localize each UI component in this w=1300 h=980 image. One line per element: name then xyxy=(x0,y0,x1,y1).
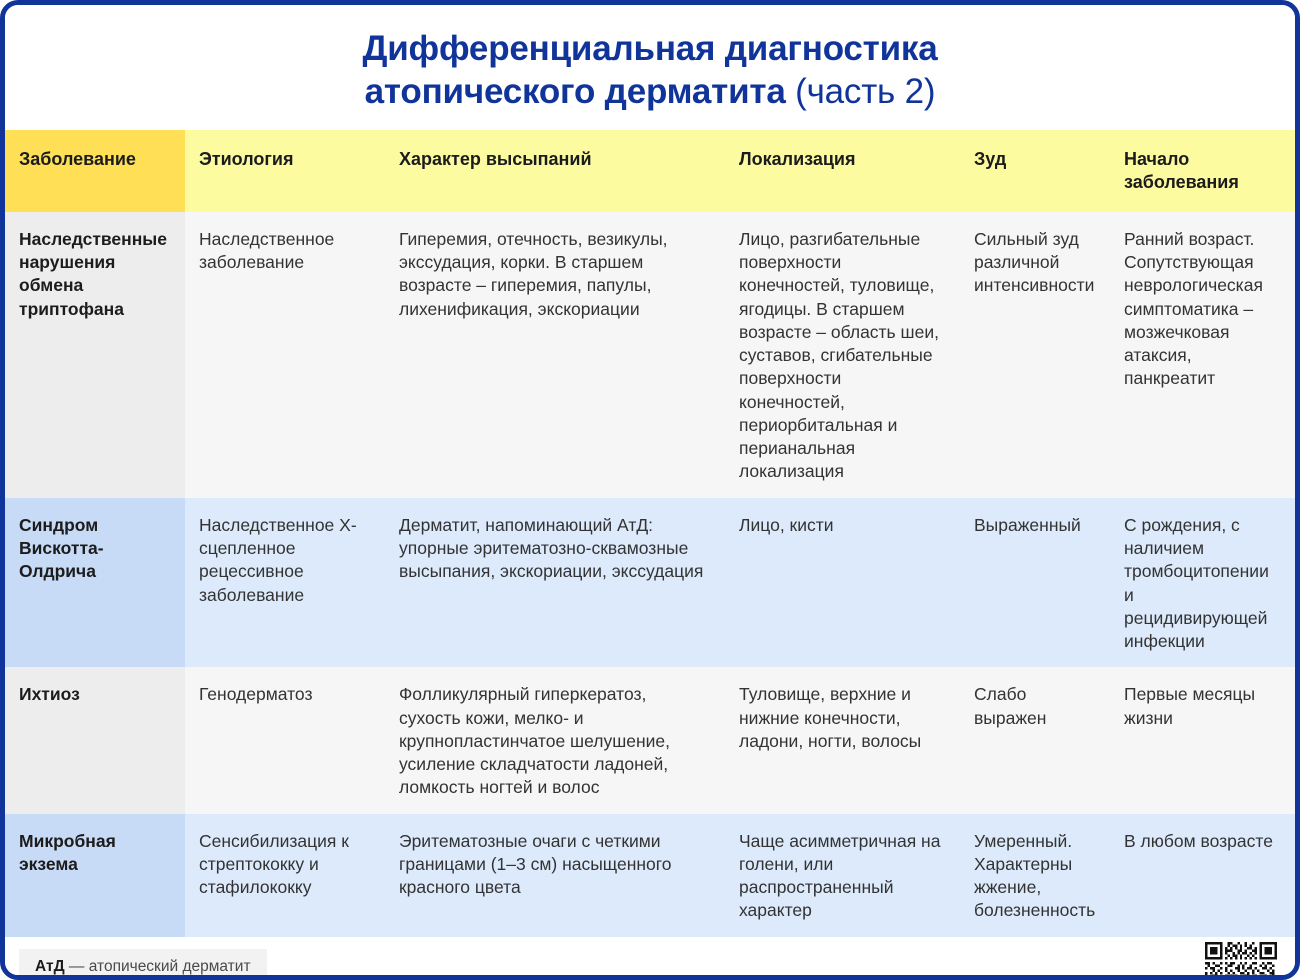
comparison-table xyxy=(5,130,1295,937)
cell-localization: Чаще асимметричная на голени, или распространенный характер xyxy=(725,814,960,937)
cell-rash: Дерматит, напоминающий АтД: упорные эритематозно-сквамозные высыпания, экскориации, экссудация xyxy=(385,498,725,668)
column-header-localization: Локализация xyxy=(725,130,960,212)
cell-etiology: Наследственное заболевание xyxy=(185,212,385,498)
cell-disease: Синдром Вискотта-Олдрича xyxy=(5,498,185,668)
cell-itch: Слабо выражен xyxy=(960,667,1110,813)
cell-etiology: Генодерматоз xyxy=(185,667,385,813)
cell-rash: Фолликулярный гиперкератоз, сухость кожи, мелко- и крупнопластинчатое шелушение, усиление складчатости ладоней, ломкость ногтей и волос xyxy=(385,667,725,813)
cell-onset: Ранний возраст. Сопутствующая неврологическая симптоматика – мозжечковая атаксия, панкреатит xyxy=(1110,212,1295,498)
column-header-etiology: Этиология xyxy=(185,130,385,212)
column-header-disease: Заболевание xyxy=(5,130,185,212)
cell-disease: Наследственные нарушения обмена триптофана xyxy=(5,212,185,498)
title-text-subject: атопического дерматита xyxy=(364,72,786,112)
title-text-main: Дифференциальная диагностика xyxy=(362,29,938,68)
column-header-onset: Начало заболевания xyxy=(1110,130,1295,212)
cell-onset: Первые месяцы жизни xyxy=(1110,667,1295,813)
table-row xyxy=(5,814,1295,937)
legend-abbreviation xyxy=(19,949,267,980)
cell-disease: Микробная экзема xyxy=(5,814,185,937)
cell-itch: Выраженный xyxy=(960,498,1110,668)
cell-disease: Ихтиоз xyxy=(5,667,185,813)
cell-localization: Лицо, разгибательные поверхности конечностей, туловище, ягодицы. В старшем возрасте – область шеи, суставов, сгибательные поверхности конечностей, периорбитальная и перианальная локализация xyxy=(725,212,960,498)
table-row xyxy=(5,212,1295,498)
title-line-1 xyxy=(45,27,1255,70)
cell-itch: Умеренный. Характерны жжение, болезненность xyxy=(960,814,1110,937)
title-line-2 xyxy=(45,70,1255,113)
page-title xyxy=(5,5,1295,130)
cell-rash: Эритематозные очаги с четкими границами (1–3 см) насыщенного красного цвета xyxy=(385,814,725,937)
legend-abbr-term: АтД xyxy=(35,957,65,975)
qr-code-icon[interactable] xyxy=(1205,942,1277,980)
cell-etiology: Наследственное Х-сцепленное рецессивное заболевание xyxy=(185,498,385,668)
cell-localization: Лицо, кисти xyxy=(725,498,960,668)
table-header-row xyxy=(5,130,1295,212)
cell-onset: В любом возрасте xyxy=(1110,814,1295,937)
footer xyxy=(5,937,1295,980)
cell-onset: С рождения, с наличием тромбоцитопении и рецидивирующей инфекции xyxy=(1110,498,1295,668)
table-row xyxy=(5,667,1295,813)
column-header-rash: Характер высыпаний xyxy=(385,130,725,212)
column-header-itch: Зуд xyxy=(960,130,1110,212)
legend-abbr-definition: — атопический дерматит xyxy=(64,957,251,975)
table-row xyxy=(5,498,1295,668)
cell-itch: Сильный зуд различной интенсивности xyxy=(960,212,1110,498)
cell-rash: Гиперемия, отечность, везикулы, экссудация, корки. В старшем возрасте – гиперемия, папулы, лихенификация, экскориации xyxy=(385,212,725,498)
cell-localization: Туловище, верхние и нижние конечности, ладони, ногти, волосы xyxy=(725,667,960,813)
cell-etiology: Сенсибилизация к стрептококку и стафилококку xyxy=(185,814,385,937)
title-text-part: (часть 2) xyxy=(795,72,936,112)
